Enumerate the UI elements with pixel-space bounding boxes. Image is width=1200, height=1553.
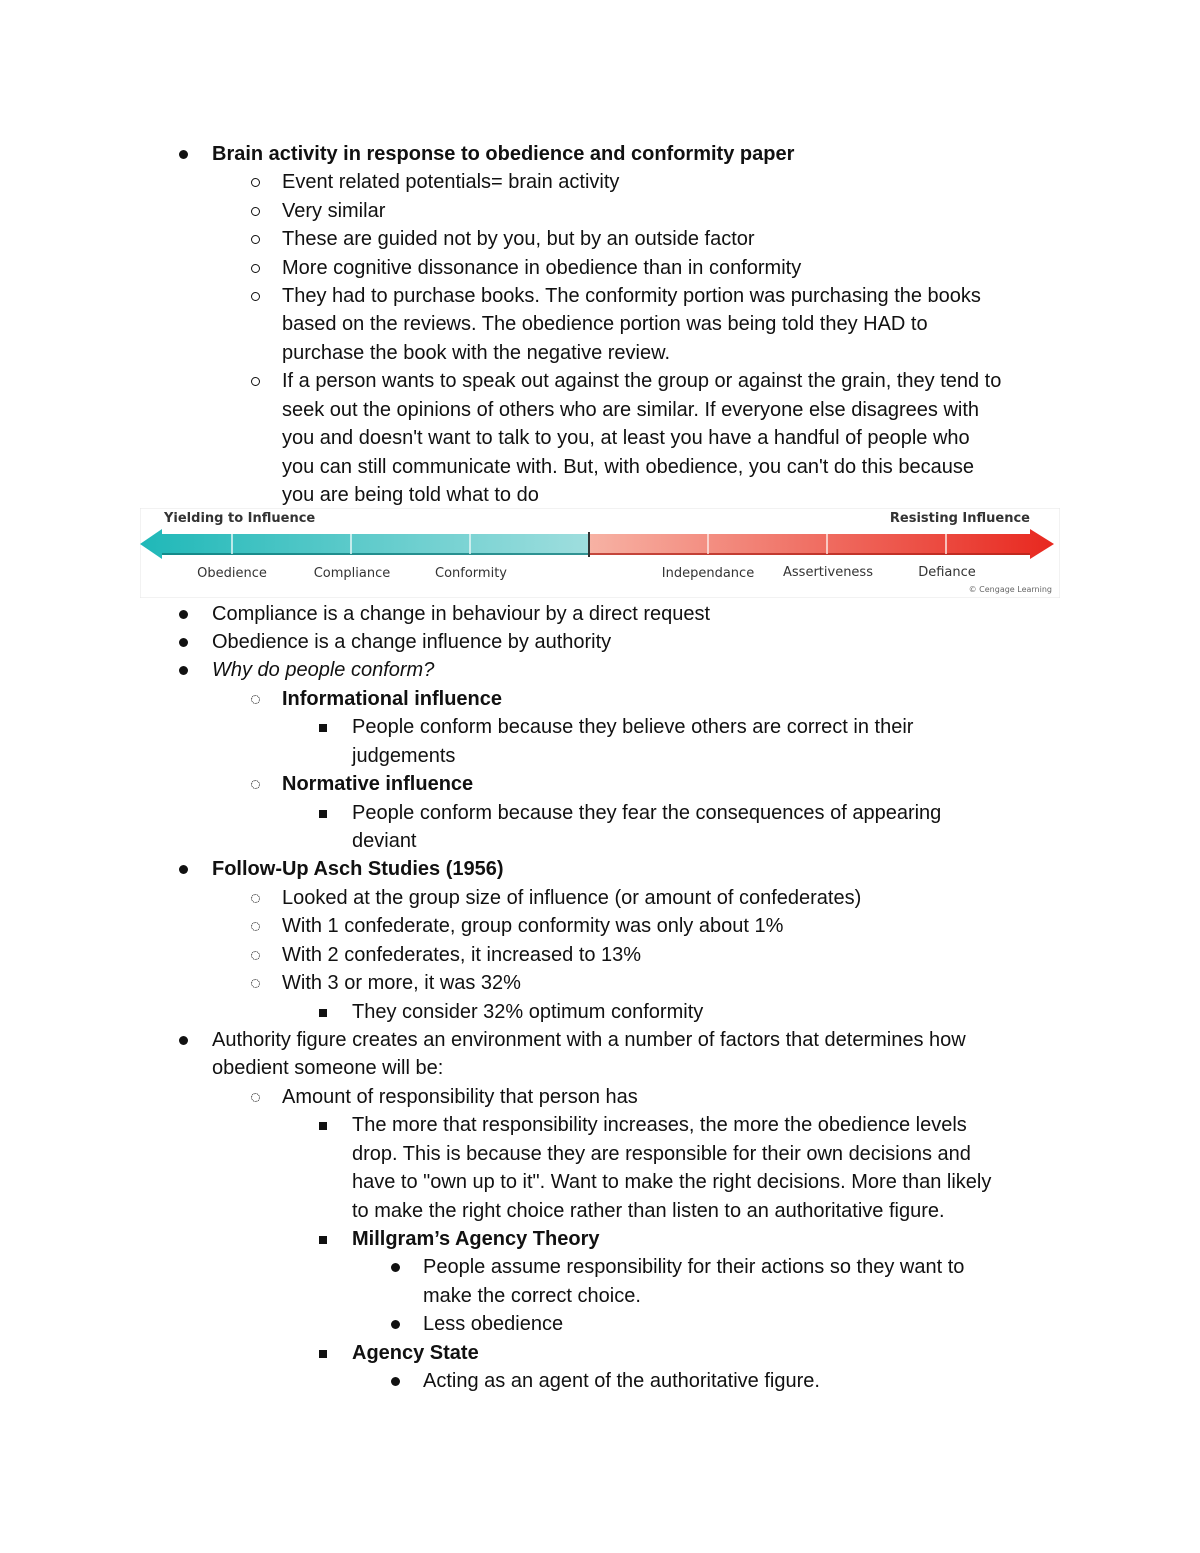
label-compliance: Compliance	[313, 566, 391, 581]
list-item: With 1 confederate, group conformity was only about 1%	[282, 915, 784, 937]
label-defiance: Defiance	[918, 565, 976, 580]
list-item: The more that responsibility increases, the more the obedience levels	[352, 1114, 967, 1136]
list-item-continuation: judgements	[352, 745, 456, 767]
label-assertiveness: Assertiveness	[783, 565, 873, 580]
bullet-dotted-ring	[248, 685, 262, 713]
list-item: Acting as an agent of the authoritative figure.	[423, 1370, 820, 1392]
bullet-ring	[248, 197, 262, 225]
list-item: Obedience is a change influence by authority	[212, 631, 612, 653]
list-item: These are guided not by you, but by an outside factor	[282, 228, 755, 250]
bullet-square	[316, 998, 330, 1026]
influence-spectrum-figure	[140, 508, 1060, 598]
list-item: They consider 32% optimum conformity	[352, 1001, 704, 1023]
subheading: Millgram’s Agency Theory	[352, 1228, 600, 1250]
bullet-ring	[248, 367, 262, 395]
label-obedience: Obedience	[197, 566, 267, 581]
list-item: More cognitive dissonance in obedience than in conformity	[282, 257, 802, 279]
bullet-ring	[248, 168, 262, 196]
list-item-continuation: purchase the book with the negative review.	[282, 342, 671, 364]
bullet-dotted-ring	[248, 912, 262, 940]
bullet-dot	[388, 1310, 402, 1338]
list-item-continuation: you are being told what to do	[282, 484, 539, 506]
bullet-square	[316, 1111, 330, 1139]
left-heading: Yielding to Influence	[164, 511, 316, 526]
bullet-dot	[176, 600, 190, 628]
image-credit: © Cengage Learning	[968, 585, 1052, 594]
subheading: Agency State	[352, 1342, 479, 1364]
section-heading: Follow-Up Asch Studies (1956)	[212, 858, 504, 880]
list-item-continuation: you can still communicate with. But, with obedience, you can't do this because	[282, 456, 974, 478]
bullet-ring	[248, 254, 262, 282]
list-item-continuation: deviant	[352, 830, 417, 852]
subheading: Normative influence	[282, 773, 474, 795]
right-heading: Resisting Influence	[889, 511, 1030, 526]
list-item-continuation: seek out the opinions of others who are similar. If everyone else disagrees with	[282, 399, 980, 421]
list-item: Authority figure creates an environment with a number of factors that determines how	[212, 1029, 966, 1051]
bullet-dot	[176, 140, 190, 168]
label-independance: Independance	[661, 566, 755, 581]
list-item: People conform because they believe others are correct in their	[352, 716, 914, 738]
list-item: Why do people conform?	[212, 659, 435, 681]
list-item-continuation: to make the right choice rather than listen to an authoritative figure.	[352, 1200, 945, 1222]
bullet-ring	[248, 282, 262, 310]
list-item-continuation: have to "own up to it". Want to make the right decisions. More than likely	[352, 1171, 992, 1193]
list-item: Compliance is a change in behaviour by a direct request	[212, 603, 711, 625]
list-item-continuation: obedient someone will be:	[212, 1057, 444, 1079]
bullet-square	[316, 1339, 330, 1367]
bullet-dotted-ring	[248, 941, 262, 969]
bullet-dot	[388, 1253, 402, 1281]
bullet-square	[316, 799, 330, 827]
list-item: Event related potentials= brain activity	[282, 171, 620, 193]
list-item: If a person wants to speak out against the group or against the grain, they tend to	[282, 370, 1002, 392]
list-item-continuation: drop. This is because they are responsible for their own decisions and	[352, 1143, 971, 1165]
list-item: They had to purchase books. The conformity portion was purchasing the books	[282, 285, 981, 307]
list-item: With 3 or more, it was 32%	[282, 972, 521, 994]
bullet-square	[316, 1225, 330, 1253]
bullet-square	[316, 713, 330, 741]
list-item: People assume responsibility for their actions so they want to	[423, 1256, 965, 1278]
subheading: Informational influence	[282, 688, 503, 710]
list-item-continuation: you and doesn't want to talk to you, at least you have a handful of people who	[282, 427, 970, 449]
bullet-dot	[176, 628, 190, 656]
section-heading: Brain activity in response to obedience and conformity paper	[212, 143, 795, 165]
list-item-continuation: make the correct choice.	[423, 1285, 641, 1307]
list-item: Very similar	[282, 200, 386, 222]
bullet-dot	[176, 855, 190, 883]
bullet-ring	[248, 225, 262, 253]
bullet-dot	[176, 1026, 190, 1054]
bullet-dot	[176, 656, 190, 684]
list-item: Amount of responsibility that person has	[282, 1086, 638, 1108]
bullet-dotted-ring	[248, 969, 262, 997]
bullet-dotted-ring	[248, 884, 262, 912]
bullet-dot	[388, 1367, 402, 1395]
list-item-continuation: based on the reviews. The obedience portion was being told they HAD to	[282, 313, 928, 335]
list-item: With 2 confederates, it increased to 13%	[282, 944, 642, 966]
label-conformity: Conformity	[435, 566, 507, 581]
list-item: People conform because they fear the consequences of appearing	[352, 802, 942, 824]
bullet-dotted-ring	[248, 770, 262, 798]
bullet-dotted-ring	[248, 1083, 262, 1111]
list-item: Looked at the group size of influence (or amount of confederates)	[282, 887, 862, 909]
list-item: Less obedience	[423, 1313, 564, 1335]
